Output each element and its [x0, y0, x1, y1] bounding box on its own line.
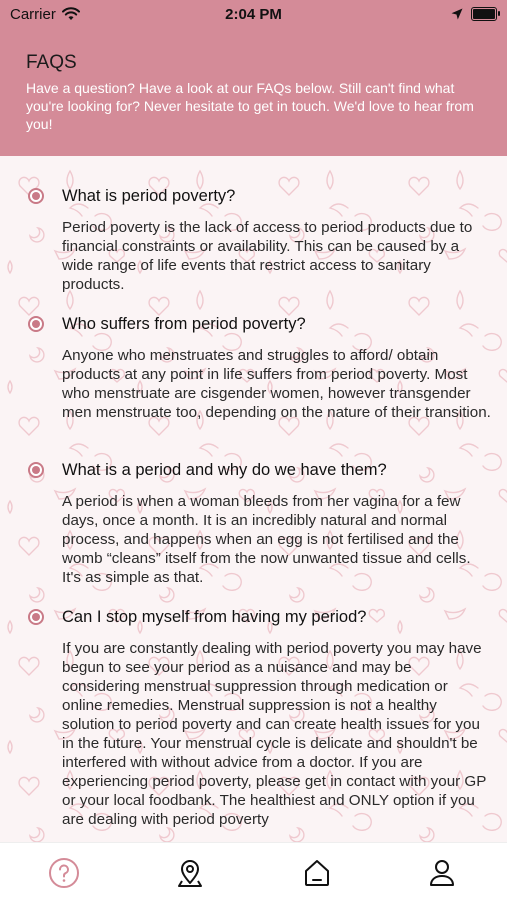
- status-left: [10, 6, 80, 23]
- status-time: 2:04 PM: [225, 5, 282, 23]
- tab-profile[interactable]: [424, 855, 460, 891]
- faq-content[interactable]: [0, 156, 507, 842]
- faq-bullet-icon: [28, 188, 44, 204]
- faq-bullet-icon: [28, 316, 44, 332]
- faq-item-header[interactable]: [28, 188, 44, 204]
- location-arrow-icon: [451, 8, 463, 20]
- faq-item-header[interactable]: [28, 609, 44, 625]
- faq-item-header[interactable]: [28, 316, 44, 332]
- faq-answer: Anyone who menstruates and struggles to afford/ obtain products at any point in life suffers from period poverty. Most who menstruate are cisgender women, however transgender men menstruate too, depending on the nature of their transition.: [62, 347, 491, 421]
- faq-question[interactable]: Can I stop myself from having my period?: [62, 608, 367, 626]
- faq-bullet-icon: [28, 462, 44, 478]
- tab-bar: [0, 842, 507, 901]
- battery-icon: [471, 7, 497, 21]
- tab-home[interactable]: [299, 855, 335, 891]
- faq-answer: A period is when a woman bleeds from her vagina for a few days, once a month. It is an incredibly natural and normal process, and happens when an egg is not fertilised and the womb “cleans” itself from the now unwanted tissue and cells. It's as simple as that.: [62, 493, 471, 586]
- faq-item-header[interactable]: [28, 462, 44, 478]
- tab-faqs[interactable]: [46, 855, 82, 891]
- faq-bullet-icon: [28, 609, 44, 625]
- user-icon: [426, 857, 458, 889]
- home-icon: [301, 857, 333, 889]
- question-circle-icon: [48, 857, 80, 889]
- faq-question[interactable]: What is period poverty?: [62, 187, 236, 205]
- map-pin-icon: [174, 857, 206, 889]
- status-right: [451, 7, 497, 21]
- carrier-label: Carrier: [10, 5, 56, 23]
- faq-answer: If you are constantly dealing with period poverty you may have begun to see your period as a nuisance and may be considering menstrual suppression through medication or online remedies. Menstrual suppression is not a healthy solution to period poverty and can create health issues for you in the future. Your menstrual cycle is delicate and shouldn't be interfered with without advice from a doctor. If you are experiencing period poverty, please get in contact with your GP or your local foodbank. The healthiest and ONLY option if you are dealing with period poverty: [62, 640, 487, 828]
- page-title: FAQS: [26, 52, 77, 73]
- wifi-icon: [62, 7, 80, 21]
- faq-answer: Period poverty is the lack of access to period products due to financial constraints or availability. This can be caused by a wide range of life events that restrict access to sanitary products.: [62, 219, 473, 293]
- faq-question[interactable]: Who suffers from period poverty?: [62, 315, 306, 333]
- status-bar: [0, 0, 507, 28]
- faq-question[interactable]: What is a period and why do we have them?: [62, 461, 387, 479]
- page-subtitle: Have a question? Have a look at our FAQs below. Still can't find what you're looking for? Never hesitate to get in touch. We'd love to hear from you!: [26, 80, 474, 132]
- tab-map[interactable]: [172, 855, 208, 891]
